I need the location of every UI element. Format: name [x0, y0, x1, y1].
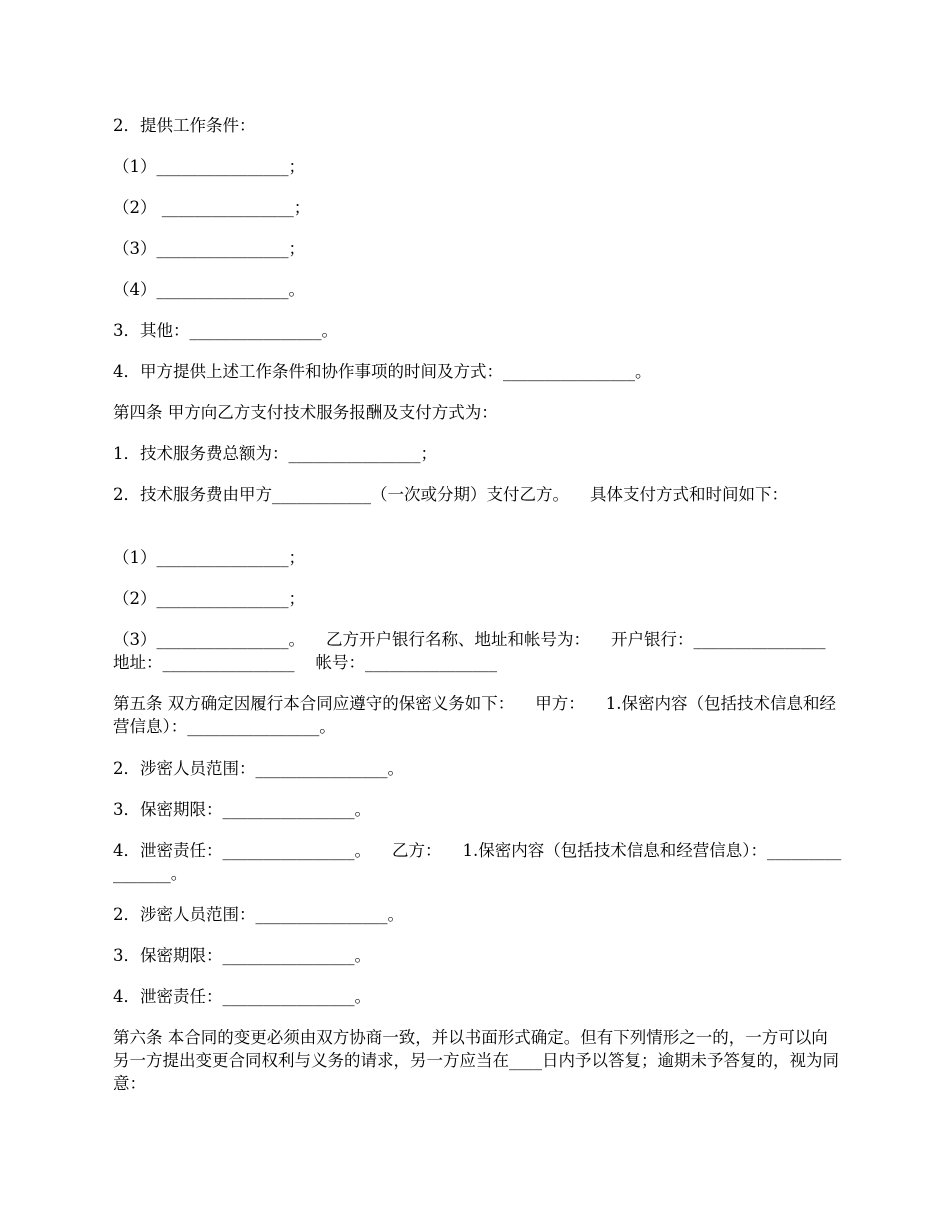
paragraph-work-conditions-heading: 2．提供工作条件： [113, 116, 256, 135]
paragraph-party-a-personnel: 2．涉密人员范围：________________。 [113, 759, 404, 778]
paragraph-other: 3．其他：________________。 [113, 321, 338, 340]
article-6-paragraph: 第六条 本合同的变更必须由双方协商一致，并以书面形式确定。但有下列情形之一的，一方可以向另一方提出变更合同权利与义务的请求，另一方应当在____日内予以答复；逾期未予答复的，视为同意： [113, 1028, 839, 1093]
paragraph-party-b-personnel: 2．涉密人员范围：________________。 [113, 905, 404, 924]
paragraph-party-a-period: 3．保密期限：________________。 [113, 800, 371, 819]
paragraph-payment-1: （1）________________； [113, 548, 305, 567]
paragraph-payment-method: 2．技术服务费由甲方____________（一次或分期）支付乙方。 具体支付方式和时间如下： [113, 485, 788, 504]
paragraph-condition-3: （3）________________； [113, 239, 305, 258]
article-5-heading: 第五条 双方确定因履行本合同应遵守的保密义务如下： 甲方： 1.保密内容（包括技术信息和经营信息）：________________。 [113, 694, 836, 736]
paragraph-condition-4: （4）________________。 [113, 280, 305, 299]
paragraph-party-b-period: 3．保密期限：________________。 [113, 946, 371, 965]
paragraph-condition-2: （2） ________________； [113, 198, 311, 217]
paragraph-total-fee: 1．技术服务费总额为：________________； [113, 444, 437, 463]
paragraph-time-and-method: 4．甲方提供上述工作条件和协作事项的时间及方式：________________。 [113, 362, 652, 381]
paragraph-condition-1: （1）________________； [113, 157, 305, 176]
paragraph-party-b-liability: 4．泄密责任：________________。 [113, 987, 371, 1006]
paragraph-payment-2: （2）________________； [113, 589, 305, 608]
article-4-heading: 第四条 甲方向乙方支付技术服务报酬及支付方式为： [113, 403, 498, 422]
paragraph-payment-3-bank: （3）________________。 乙方开户银行名称、地址和帐号为： 开户银行：________________ 地址：________________ 帐号：________________ [113, 630, 847, 672]
paragraph-party-a-liability: 4．泄密责任：________________。 乙方： 1.保密内容（包括技术信息和经营信息）：________________。 [113, 841, 842, 883]
